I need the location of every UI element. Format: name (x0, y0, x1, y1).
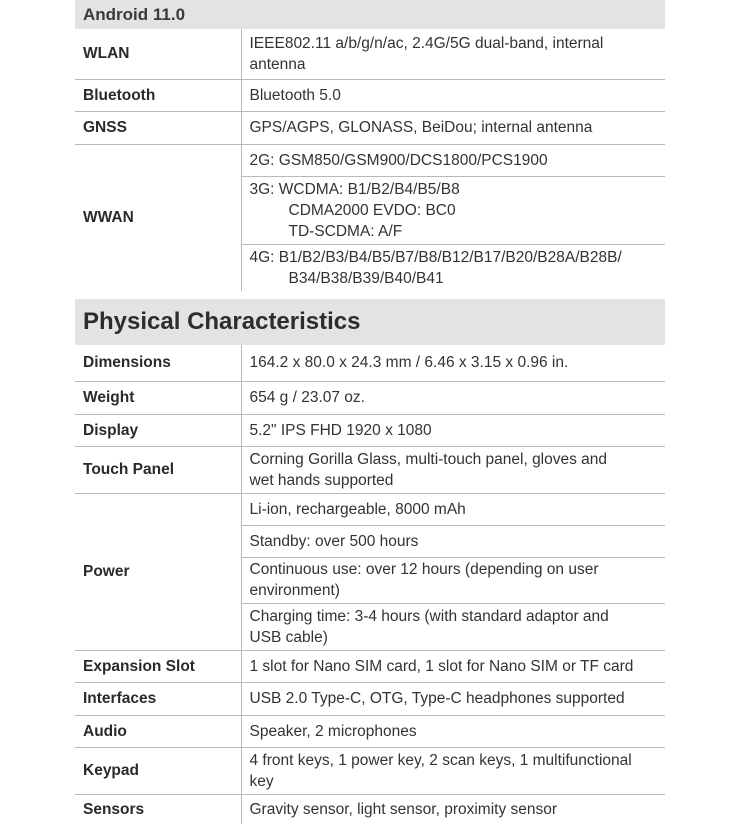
table-row (75, 79, 665, 111)
physical-section-title: Physical Characteristics (83, 308, 361, 335)
spec-sheet (75, 0, 665, 824)
power-continuous-value (241, 557, 665, 603)
keypad-value (241, 747, 665, 794)
table-row (75, 650, 665, 682)
wwan-4g-line: B34/B38/B39/B40/B41 (288, 269, 444, 287)
power-standby-value: Standby: over 500 hours (241, 525, 665, 557)
touch-panel-value (241, 446, 665, 493)
table-row (75, 794, 665, 824)
audio-label: Audio (75, 715, 241, 747)
keypad-label: Keypad (75, 747, 241, 794)
display-value: 5.2" IPS FHD 1920 x 1080 (241, 414, 665, 446)
os-section-title: Android 11.0 (83, 4, 186, 24)
wwan-2g-value: 2G: GSM850/GSM900/DCS1800/PCS1900 (241, 144, 665, 176)
interfaces-label: Interfaces (75, 682, 241, 715)
table-row (75, 345, 665, 381)
display-label: Display (75, 414, 241, 446)
dimensions-value: 164.2 x 80.0 x 24.3 mm / 6.46 x 3.15 x 0.96 in. (241, 345, 665, 381)
bluetooth-label: Bluetooth (75, 79, 241, 111)
physical-table (75, 345, 665, 824)
os-section-header (75, 0, 665, 29)
wlan-label: WLAN (75, 29, 241, 79)
wlan-value-line: antenna (249, 55, 306, 73)
gnss-label: GNSS (75, 111, 241, 144)
sensors-label: Sensors (83, 800, 145, 818)
table-row (75, 111, 665, 144)
wwan-3g-line: CDMA2000 EVDO: BC0 (288, 201, 456, 219)
table-row (75, 446, 665, 493)
wwan-3g-line: 3G: WCDMA: B1/B2/B4/B5/B8 (249, 180, 460, 198)
keypad-line: key (249, 772, 274, 790)
connectivity-table (75, 29, 665, 291)
table-row (75, 414, 665, 446)
touch-panel-line: Corning Gorilla Glass, multi-touch panel, gloves and (249, 450, 608, 468)
audio-value: Speaker, 2 microphones (241, 715, 665, 747)
power-charging-line: Charging time: 3-4 hours (with standard adaptor and (249, 607, 609, 625)
wwan-4g-line: 4G: B1/B2/B3/B4/B5/B7/B8/B12/B17/B20/B28A/B28B/ (249, 248, 622, 266)
table-row (75, 381, 665, 414)
wlan-value (241, 29, 665, 79)
expansion-slot-value: 1 slot for Nano SIM card, 1 slot for Nano SIM or TF card (241, 650, 665, 682)
power-charging-value (241, 603, 665, 650)
table-row (75, 682, 665, 715)
power-continuous-line: Continuous use: over 12 hours (depending on user (249, 561, 599, 578)
table-row (75, 493, 665, 525)
table-row (75, 29, 665, 79)
weight-label: Weight (75, 381, 241, 414)
touch-panel-label: Touch Panel (75, 446, 241, 493)
table-row (75, 144, 665, 176)
interfaces-value: USB 2.0 Type-C, OTG, Type-C headphones supported (241, 682, 665, 715)
gnss-value: GPS/AGPS, GLONASS, BeiDou; internal antenna (241, 111, 665, 144)
physical-section-header (75, 299, 665, 345)
power-charging-line: USB cable) (249, 628, 328, 646)
touch-panel-line: wet hands supported (249, 471, 394, 489)
dimensions-label: Dimensions (75, 345, 241, 381)
weight-value: 654 g / 23.07 oz. (241, 381, 665, 414)
wlan-value-line: IEEE802.11 a/b/g/n/ac, 2.4G/5G dual-band, internal (249, 34, 604, 52)
power-battery-value: Li-ion, rechargeable, 8000 mAh (241, 493, 665, 525)
wwan-4g-value (241, 244, 665, 291)
wwan-3g-value (241, 176, 665, 244)
expansion-slot-label: Expansion Slot (75, 650, 241, 682)
table-row (75, 747, 665, 794)
power-label: Power (75, 493, 241, 650)
wwan-3g-line: TD-SCDMA: A/F (288, 222, 403, 240)
keypad-line: 4 front keys, 1 power key, 2 scan keys, 1 multifunctional (249, 751, 632, 769)
power-continuous-line: environment) (249, 582, 340, 599)
bluetooth-value: Bluetooth 5.0 (241, 79, 665, 111)
table-row (75, 715, 665, 747)
wwan-label: WWAN (83, 209, 134, 227)
sensors-value: Gravity sensor, light sensor, proximity sensor (241, 794, 665, 824)
